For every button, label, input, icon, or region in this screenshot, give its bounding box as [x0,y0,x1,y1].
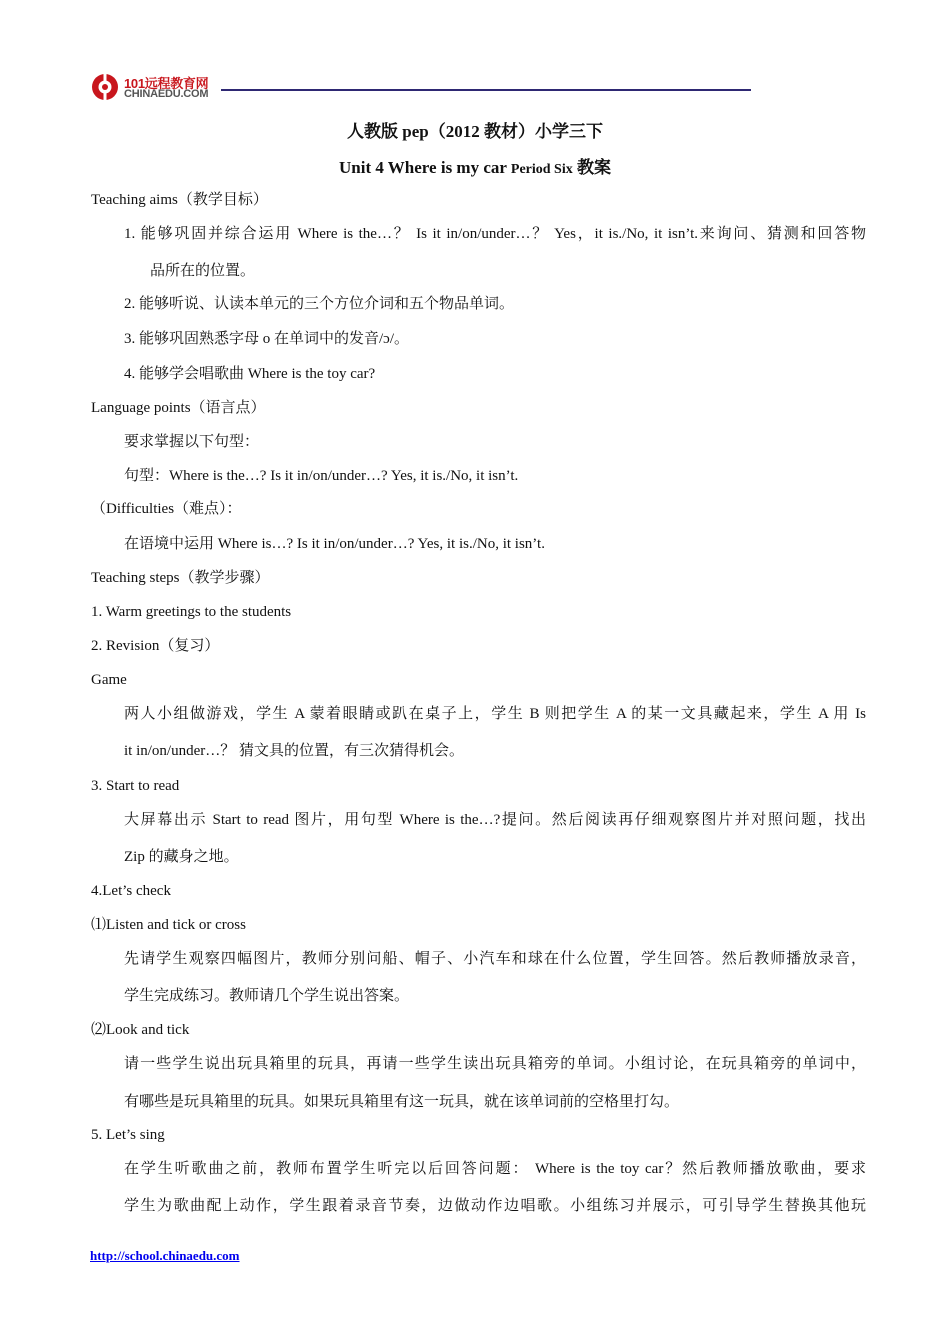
subtitle-main: Unit 4 Where is my car [339,158,511,177]
subheading-look-tick: ⑵Look and tick [91,1022,190,1038]
step-heading-4: 4.Let’s check [91,883,171,899]
paragraph-line: it in/on/under…？ 猜文具的位置，有三次猜得机会。 [124,743,464,759]
difficulty-text: 在语境中运用 Where is…? Is it in/on/under…? Yes, it is./No, it isn’t. [124,536,545,552]
subheading-game: Game [91,672,127,688]
aim-item-3: 3. 能够巩固熟悉字母 o 在单词中的发音/ɔ/。 [124,331,409,347]
aim-item-2: 2. 能够听说、认读本单元的三个方位介词和五个物品单词。 [124,296,515,312]
step-heading-5: 5. Let’s sing [91,1127,165,1143]
aim-item-1: 1. 能够巩固并综合运用 Where is the…？ Is it in/on/under…？ Yes，it is./No, it isn’t.来询问、猜测和回答物 [124,226,866,242]
subtitle-tail: 教案 [572,158,611,177]
logo-circle-icon [90,72,120,102]
sentence-pattern: 句型：Where is the…? Is it in/on/under…? Yes, it is./No, it isn’t. [124,468,519,484]
paragraph-line: 大屏幕出示 Start to read 图片，用句型 Where is the…?提问。然后阅读再仔细观察图片并对照问题，找出 [124,812,866,828]
footer-link[interactable]: http://school.chinaedu.com [90,1248,240,1263]
paragraph-line: 要求掌握以下句型： [124,434,260,450]
paragraph-line: 请一些学生说出玩具箱里的玩具，再请一些学生读出玩具箱旁的单词。小组讨论，在玩具箱旁的单词中， [124,1056,866,1072]
paragraph-line: 先请学生观察四幅图片，教师分别问船、帽子、小汽车和球在什么位置，学生回答。然后教师播放录音， [124,951,866,967]
paragraph-line: 在学生听歌曲之前，教师布置学生听完以后回答问题： Where is the toy car？然后教师播放歌曲，要求 [124,1161,866,1177]
paragraph-line: 学生完成练习。教师请几个学生说出答案。 [124,988,410,1004]
logo-brand-text: 101远程教育网 [124,76,209,91]
paragraph-line: 两人小组做游戏，学生 A 蒙着眼睛或趴在桌子上，学生 B 则把学生 A 的某一文具藏起来，学生 A 用 Is [124,706,866,722]
subheading-listen-tick: ⑴Listen and tick or cross [91,917,246,933]
section-heading-teaching-steps: Teaching steps（教学步骤） [91,570,270,586]
paragraph-line: Zip 的藏身之地。 [124,849,239,865]
document-title: 人教版 pep（2012 教材）小学三下 [347,122,603,141]
subtitle-period: Period Six [510,162,573,177]
section-heading-difficulties: （Difficulties（难点）： [91,501,242,517]
page-header [90,68,752,108]
step-heading-2: 2. Revision（复习） [91,638,220,654]
step-heading-1: 1. Warm greetings to the students [91,604,292,620]
paragraph-line: 有哪些是玩具箱里的玩具。如果玩具箱里有这一玩具，就在该单词前的空格里打勾。 [124,1094,680,1110]
aim-item-4: 4. 能够学会唱歌曲 Where is the toy car? [124,366,376,382]
logo-domain-text: CHINAEDU.COM [124,88,209,100]
site-logo[interactable] [90,68,220,104]
step-heading-3: 3. Start to read [91,778,180,794]
header-divider [221,89,751,91]
aim-item-1-cont: 品所在的位置。 [150,263,256,279]
section-heading-teaching-aims: Teaching aims（教学目标） [91,192,268,208]
section-heading-language-points: Language points（语言点） [91,400,266,416]
paragraph-line: 学生为歌曲配上动作，学生跟着录音节奏，边做动作边唱歌。小组练习并展示，可引导学生替换其他玩 [124,1198,866,1214]
document-subtitle [0,153,950,178]
